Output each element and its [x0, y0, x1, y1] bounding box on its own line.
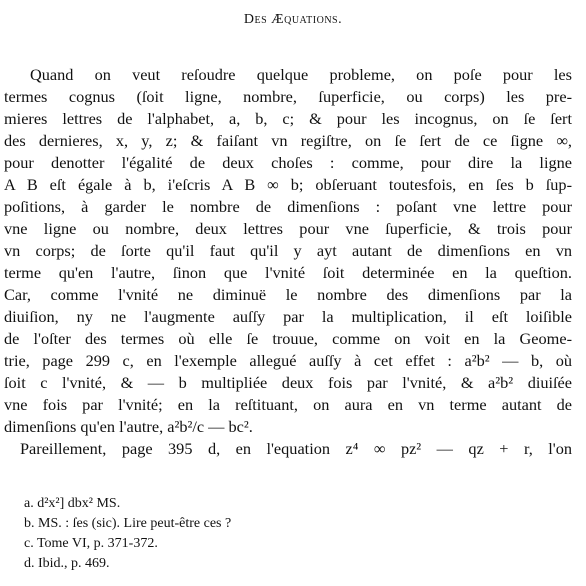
body-text: [4, 64, 572, 460]
text-line: vne fois par l'vnité; en la reſtituant, on aura en vn terme autant de: [4, 395, 572, 414]
text-line: terme qu'en l'autre, ſinon que l'vnité ſoit determinée en la queſtion.: [4, 263, 572, 282]
text-line: diuiſion, ny ne l'augmente auſſy par la multiplication, il eſt loiſible: [4, 307, 572, 326]
text-line: vn corps; de ſorte qu'il faut qu'il y ayt autant de dimenſions en vn: [4, 241, 572, 260]
text-line: Pareillement, page 395 d, en l'equation z⁴ ∞ pz² — qz + r, l'on: [20, 439, 572, 458]
text-line: mieres lettres de l'alphabet, a, b, c; & pour les incognus, on ſe ſert: [4, 109, 572, 128]
footnotes: [24, 494, 564, 574]
text-line: pour denotter l'égalité de deux choſes : comme, pour dire la ligne: [4, 153, 572, 172]
page-title: Des Æquations.: [243, 12, 343, 27]
text-line: termes cognus (ſoit ligne, nombre, ſuperficie, ou corps) les pre-: [4, 87, 572, 106]
footnote: d. Ibid., p. 469.: [24, 556, 110, 571]
text-line: Quand on veut reſoudre quelque probleme, on poſe pour les: [30, 65, 572, 84]
text-line: Car, comme l'vnité ne diminuë le nombre des dimenſions par la: [4, 285, 572, 304]
text-line: ſoit c l'vnité, & — b multipliée deux fois par l'vnité, & a²b² diuiſée: [4, 373, 572, 392]
text-line: A B eſt égale à b, i'eſcris A B ∞ b; obſeruant toutesfois, en ſes b ſup-: [4, 175, 572, 194]
text-line: de l'oſter des termes où elle ſe trouue, comme on voit en la Geome-: [4, 329, 572, 348]
footnote: b. MS. : ſes (sic). Lire peut-être ces ?: [24, 516, 232, 531]
text-line: dimenſions qu'en l'autre, a²b²/c — bc².: [4, 417, 253, 436]
text-line: trie, page 299 c, en l'exemple allegué auſſy à cet effet : a²b² — b, où: [4, 351, 572, 370]
text-line: vne ligne ou nombre, deux lettres pour vne ſuperficie, & trois pour: [4, 219, 572, 238]
footnote: c. Tome VI, p. 371-372.: [24, 536, 158, 551]
text-line: poſitions, à garder le nombre de dimenſions : poſant vne lettre pour: [4, 197, 572, 216]
footnote: a. d²x²] dbx² MS.: [24, 496, 121, 511]
text-line: des dernieres, x, y, z; & faiſant vn regiſtre, on ſe ſert de ce ſigne ∞,: [4, 131, 572, 150]
